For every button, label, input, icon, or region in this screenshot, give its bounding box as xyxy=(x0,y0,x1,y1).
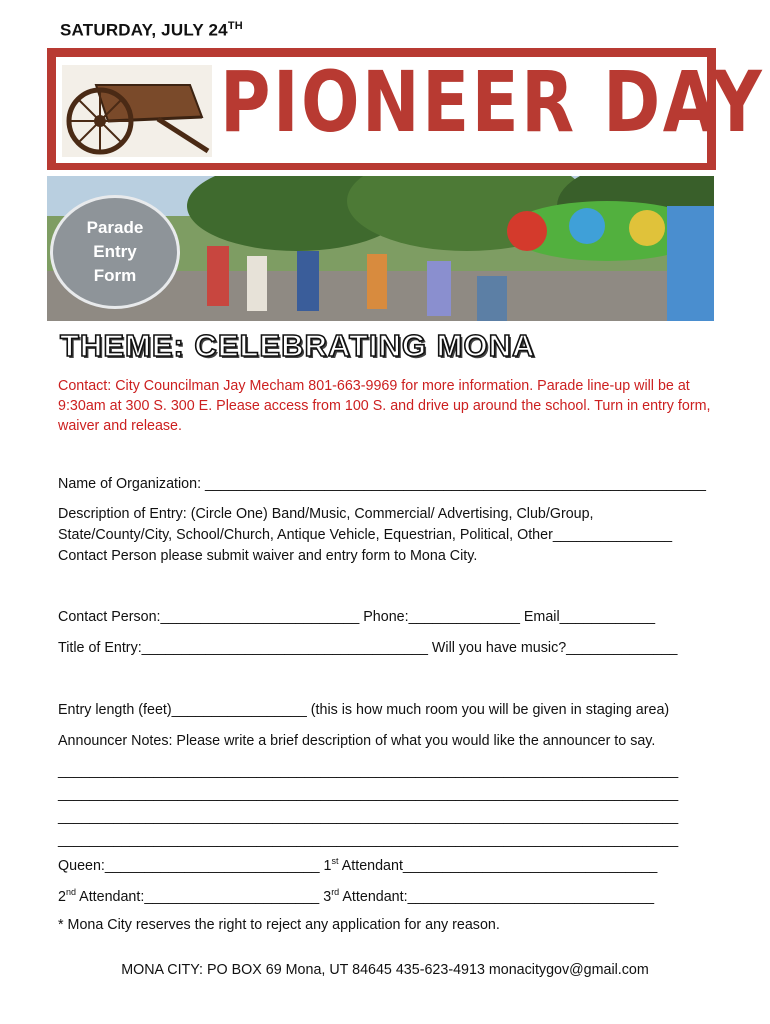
entry-description-line-1: Description of Entry: (Circle One) Band/Music, Commercial/ Advertising, Club/Group, xyxy=(58,506,594,522)
attendants-row[interactable]: 2nd Attendant:______________________ 3rd Attendant:_______________________________ xyxy=(58,887,655,905)
contact-person-field[interactable]: Contact Person:_________________________ Phone:______________ Email____________ xyxy=(58,609,656,625)
entry-description-line-3: Contact Person please submit waiver and entry form to Mona City. xyxy=(58,548,478,564)
badge-line-2: Entry xyxy=(93,242,137,261)
date-text: SATURDAY, JULY 24 xyxy=(60,20,228,40)
third-attendant-field: Attendant:_______________________________ xyxy=(339,888,655,905)
badge-line-3: Form xyxy=(93,266,137,285)
pioneer-day-banner xyxy=(47,48,765,170)
second-attendant-field: Attendant:______________________ 3 xyxy=(75,888,332,905)
second-attendant-label: 2 xyxy=(58,888,66,905)
title-of-entry-field[interactable]: Title of Entry:____________________________________ Will you have music?______________ xyxy=(58,640,678,656)
theme-heading: THEME: CELEBRATING MONA xyxy=(60,328,536,363)
badge-line-1: Parade xyxy=(86,218,144,237)
organization-field[interactable]: Name of Organization: _______________________________________________________________ xyxy=(58,476,706,492)
footer-contact: MONA CITY: PO BOX 69 Mona, UT 84645 435-623-4913 monacitygov@gmail.com xyxy=(121,962,649,978)
announcer-notes-label: Announcer Notes: Please write a brief description of what you would like the announcer to say. xyxy=(58,733,656,749)
entry-description-line-2[interactable]: State/County/City, School/Church, Antique Vehicle, Equestrian, Political, Other_______________ xyxy=(58,527,673,543)
announcer-notes-blank-4[interactable]: ______________________________________________________________________________ xyxy=(58,832,679,848)
contact-info: Contact: City Councilman Jay Mecham 801-663-9969 for more information. Parade line-up will be at 9:30am at 300 S. 300 E. Please access from 100 S. and drive up around the school. Turn in entry form, waiver and release. xyxy=(58,378,711,434)
queen-field: Queen:___________________________ 1 xyxy=(58,857,332,874)
disclaimer: * Mona City reserves the right to reject any application for any reason. xyxy=(58,917,500,933)
parade-entry-form-badge xyxy=(50,195,180,309)
event-date xyxy=(60,20,243,41)
entry-length-field[interactable]: Entry length (feet)_________________ (this is how much room you will be given in staging area) xyxy=(58,702,670,718)
date-suffix: TH xyxy=(227,20,243,32)
first-attendant-field: Attendant________________________________ xyxy=(338,857,658,874)
banner-title: PIONEER DAY xyxy=(220,53,765,151)
announcer-notes-blank-1[interactable]: ______________________________________________________________________________ xyxy=(58,763,679,779)
queen-attendant-row[interactable]: Queen:___________________________ 1st Attendant________________________________ xyxy=(58,856,658,874)
announcer-notes-blank-3[interactable]: ______________________________________________________________________________ xyxy=(58,809,679,825)
announcer-notes-blank-2[interactable]: ______________________________________________________________________________ xyxy=(58,786,679,802)
cannon-cart-icon xyxy=(62,65,212,157)
